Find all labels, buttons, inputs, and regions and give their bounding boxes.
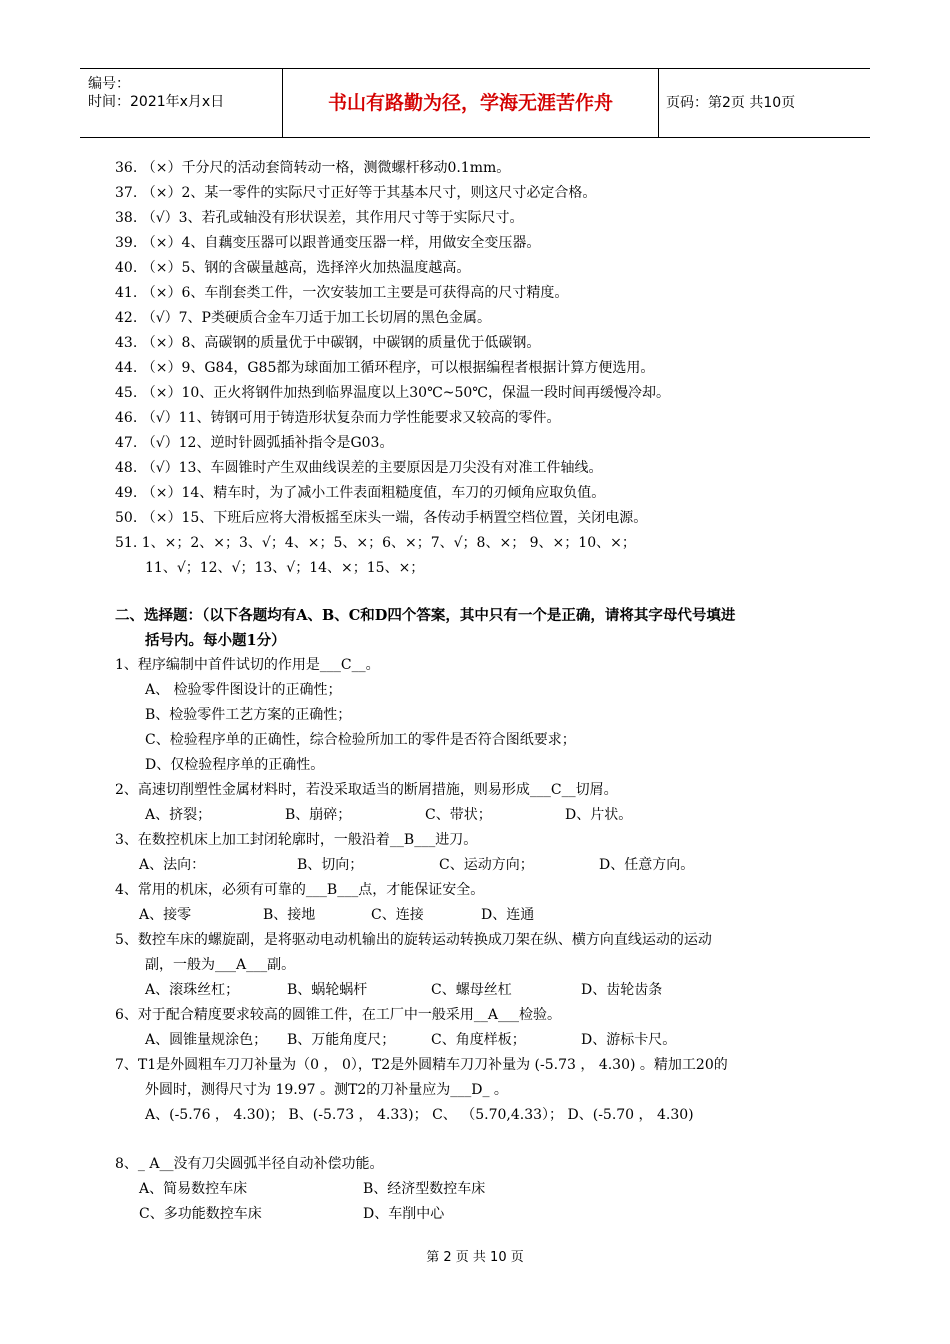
list-item: 43. （×）8、高碳钢的质量优于中碳钢，中碳钢的质量优于低碳钢。 — [115, 335, 541, 351]
question-5-continuation: 副，一般为___A___副。 — [145, 957, 296, 973]
number-label: 编号： — [88, 76, 130, 92]
option-a: A、圆锥量规涂色； — [145, 1032, 268, 1048]
option-d: D、车削中心 — [363, 1206, 445, 1222]
option-c: C、连接 — [371, 907, 424, 923]
question-1: 1、程序编制中首件试切的作用是___C__。 — [115, 657, 380, 673]
option-d: D、游标卡尺。 — [581, 1032, 677, 1048]
motto: 书山有路勤为径，学海无涯苦作舟 — [282, 69, 659, 137]
page-footer: 第 2 页 共 10 页 — [426, 1250, 524, 1265]
question-3: 3、在数控机床上加工封闭轮廓时，一般沿着__B___进刀。 — [115, 832, 478, 848]
section-title: 二、选择题：（以下各题均有A、B、C和D四个答案，其中只有一个是正确，请将其字母代号填进 — [115, 607, 736, 624]
option-d: D、片状。 — [565, 807, 633, 823]
option-b: B、经济型数控车床 — [363, 1181, 486, 1197]
question-4-options — [115, 903, 850, 928]
judgment-answers — [115, 156, 850, 581]
list-item: 46. （√）11、铸钢可用于铸造形状复杂而力学性能要求又较高的零件。 — [115, 410, 561, 426]
list-item: 42. （√）7、P类硬质合金车刀适于加工长切屑的黑色金属。 — [115, 310, 491, 326]
question-1-option-c: C、检验程序单的正确性，综合检验所加工的零件是否符合图纸要求； — [145, 732, 576, 748]
list-item: 49. （×）14、精车时，为了减小工件表面粗糙度值，车刀的刃倾角应取负值。 — [115, 485, 606, 501]
list-item: 44. （×）9、G84，G85都为球面加工循环程序，可以根据编程者根据计算方便选用。 — [115, 360, 655, 376]
list-item-continuation: 11、√；12、√；13、√；14、×；15、×； — [145, 560, 425, 576]
option-d: D、连通 — [481, 907, 535, 923]
list-item: 41. （×）6、车削套类工件，一次安装加工主要是可获得高的尺寸精度。 — [115, 285, 569, 301]
question-6: 6、对于配合精度要求较高的圆锥工件，在工厂中一般采用__A___检验。 — [115, 1007, 562, 1023]
option-a: A、挤裂； — [145, 807, 212, 823]
question-1-option-d: D、仅检验程序单的正确性。 — [145, 757, 325, 773]
option-a: A、法向： — [139, 857, 206, 873]
question-7: 7、T1是外圆粗车刀刀补量为（0 ， 0），T2是外圆精车刀刀补量为 (-5.73 ， 4.30) 。精加工20的 — [115, 1057, 728, 1073]
option-a: A、滚珠丝杠； — [145, 982, 240, 998]
page-info: 页码：第2页 共10页 — [666, 95, 796, 111]
list-item: 39. （×）4、自藕变压器可以跟普通变压器一样，用做安全变压器。 — [115, 235, 541, 251]
question-8: 8、_ A__没有刀尖圆弧半径自动补偿功能。 — [115, 1156, 384, 1172]
question-6-options — [115, 1028, 850, 1053]
question-1-option-b: B、检验零件工艺方案的正确性； — [145, 707, 352, 723]
date-label: 时间：2021年x月x日 — [88, 94, 225, 110]
option-c: C、多功能数控车床 — [139, 1206, 262, 1222]
question-7-continuation: 外圆时，测得尺寸为 19.97 。测T2的刀补量应为___D_ 。 — [145, 1082, 508, 1098]
question-8-options-row-2 — [115, 1202, 850, 1227]
list-item: 40. （×）5、钢的含碳量越高，选择淬火加热温度越高。 — [115, 260, 471, 276]
option-a: A、简易数控车床 — [139, 1181, 248, 1197]
list-item: 47. （√）12、逆时针圆弧插补指令是G03。 — [115, 435, 394, 451]
question-7-options: A、(-5.76 ， 4.30)； B、(-5.73 ， 4.33)； C、 （5.70,4.33）； D、(-5.70 ， 4.30) — [145, 1107, 694, 1123]
question-5-options — [115, 978, 850, 1003]
header-left-cell — [80, 69, 282, 137]
document-body — [115, 156, 850, 1227]
question-1-option-a: A、 检验零件图设计的正确性； — [145, 682, 342, 698]
list-item: 36. （×）千分尺的活动套筒转动一格，测微螺杆移动0.1mm。 — [115, 160, 511, 176]
list-item: 48. （√）13、车圆锥时产生双曲线误差的主要原因是刀尖没有对准工件轴线。 — [115, 460, 603, 476]
list-item: 50. （×）15、下班后应将大滑板摇至床头一端，各传动手柄置空档位置，关闭电源。 — [115, 510, 648, 526]
question-2: 2、高速切削塑性金属材料时，若没采取适当的断屑措施，则易形成___C__切屑。 — [115, 782, 618, 798]
option-c: C、运动方向； — [439, 857, 534, 873]
section-title-continuation: 括号内。每小题1分） — [145, 632, 286, 649]
page-header — [80, 68, 870, 138]
option-c: C、带状； — [425, 807, 492, 823]
option-a: A、接零 — [139, 907, 192, 923]
list-item: 37. （×）2、某一零件的实际尺寸正好等于其基本尺寸，则这尺寸必定合格。 — [115, 185, 597, 201]
option-c: C、螺母丝杠 — [431, 982, 512, 998]
option-d: D、任意方向。 — [599, 857, 695, 873]
list-item: 38. （√）3、若孔或轴没有形状误差，其作用尺寸等于实际尺寸。 — [115, 210, 524, 226]
option-b: B、崩碎； — [285, 807, 352, 823]
option-d: D、齿轮齿条 — [581, 982, 663, 998]
list-item: 51. 1、×；2、×；3、√；4、×；5、×；6、×；7、√；8、×； 9、×；10、×； — [115, 535, 636, 551]
question-5: 5、数控车床的螺旋副，是将驱动电动机输出的旋转运动转换成刀架在纵、横方向直线运动的运动 — [115, 932, 712, 948]
question-4: 4、常用的机床，必须有可靠的___B___点，才能保证安全。 — [115, 882, 485, 898]
question-3-options — [115, 853, 850, 878]
option-c: C、角度样板； — [431, 1032, 526, 1048]
list-item: 45. （×）10、正火将钢件加热到临界温度以上30℃~50℃，保温一段时间再缓慢冷却。 — [115, 385, 670, 401]
question-8-options-row-1 — [115, 1177, 850, 1202]
option-b: B、接地 — [263, 907, 316, 923]
option-b: B、蜗轮蜗杆 — [287, 982, 368, 998]
option-b: B、万能角度尺； — [287, 1032, 396, 1048]
option-b: B、切向； — [297, 857, 364, 873]
question-2-options — [115, 803, 850, 828]
